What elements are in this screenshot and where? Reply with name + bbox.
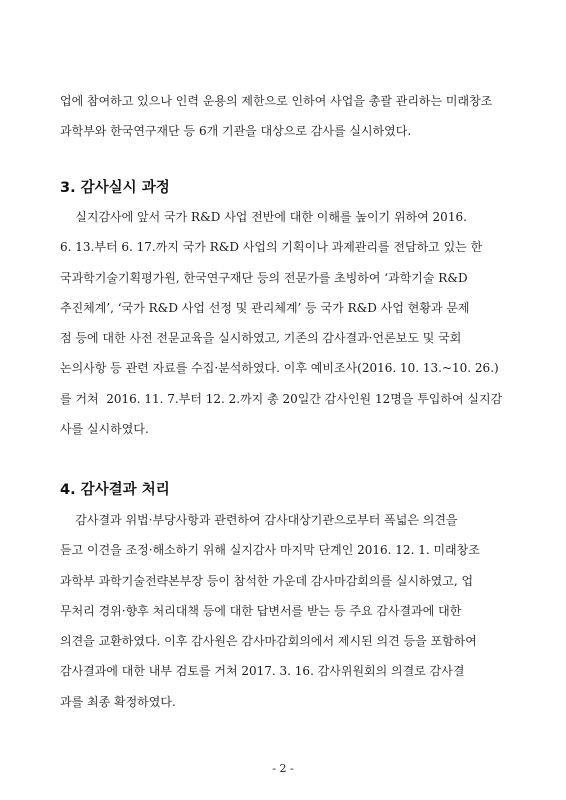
section-heading-audit-results: 4. 감사결과 처리 <box>60 482 170 498</box>
section-body-audit-results: 감사결과 위법·부당사항과 관련하여 감사대상기관으로부터 폭넓은 의견을 듣고 이견을 조정·해소하기 위해 실지감사 마지막 단계인 2016. 12. 1. 미래창조 과학부 과학기술전략본부장 등이 참석한 가운데 감사마감회의를 실시하였고, 업 무처리 경위·향후 처리대책 등에 대한 답변서를 받는 등 주요 감사결과에 대한 의견을 교환하였다. 이후 감사원은 감사마감회의에서 제시된 의견 등을 포함하여 감사결과에 대한 내부 검토를 거쳐 2017. 3. 16. 감사위원회의 의결로 감사결 과를 최종 확정하였다. <box>60 513 480 709</box>
intro-paragraph: 업에 참여하고 있으나 인력 운용의 제한으로 인하여 사업을 총괄 관리하는 미래창조 과학부와 한국연구재단 등 6개 기관을 대상으로 감사를 실시하였다. <box>60 94 493 139</box>
page-number: - 2 - <box>272 762 294 775</box>
section-body-audit-process: 실지감사에 앞서 국가 R&D 사업 전반에 대한 이해를 높이기 위하여 2016. 6. 13.부터 6. 17.까지 국가 R&D 사업의 기획이나 과제관리를 전담하고 있는 한 국과학기술기획평가원, 한국연구재단 등의 전문가를 초빙하여 ‘과학기술 R&D 추진체계’, ‘국가 R&D 사업 선정 및 관리체계’ 등 국가 R&D 사업 현황과 문제 점 등에 대한 사전 전문교육을 실시하였고, 기존의 감사결과·언론보도 및 국회 논의사항 등 관련 자료를 수집·분석하였다. 이후 예비조사(2016. 10. 13.~10. 26.) 를 거쳐 2016. 11. 7.부터 12. 2.까지 총 20일간 감사인원 12명을 투입하여 실지감 사를 실시하였다. <box>60 210 503 437</box>
section-heading-audit-process: 3. 감사실시 과정 <box>60 180 170 196</box>
